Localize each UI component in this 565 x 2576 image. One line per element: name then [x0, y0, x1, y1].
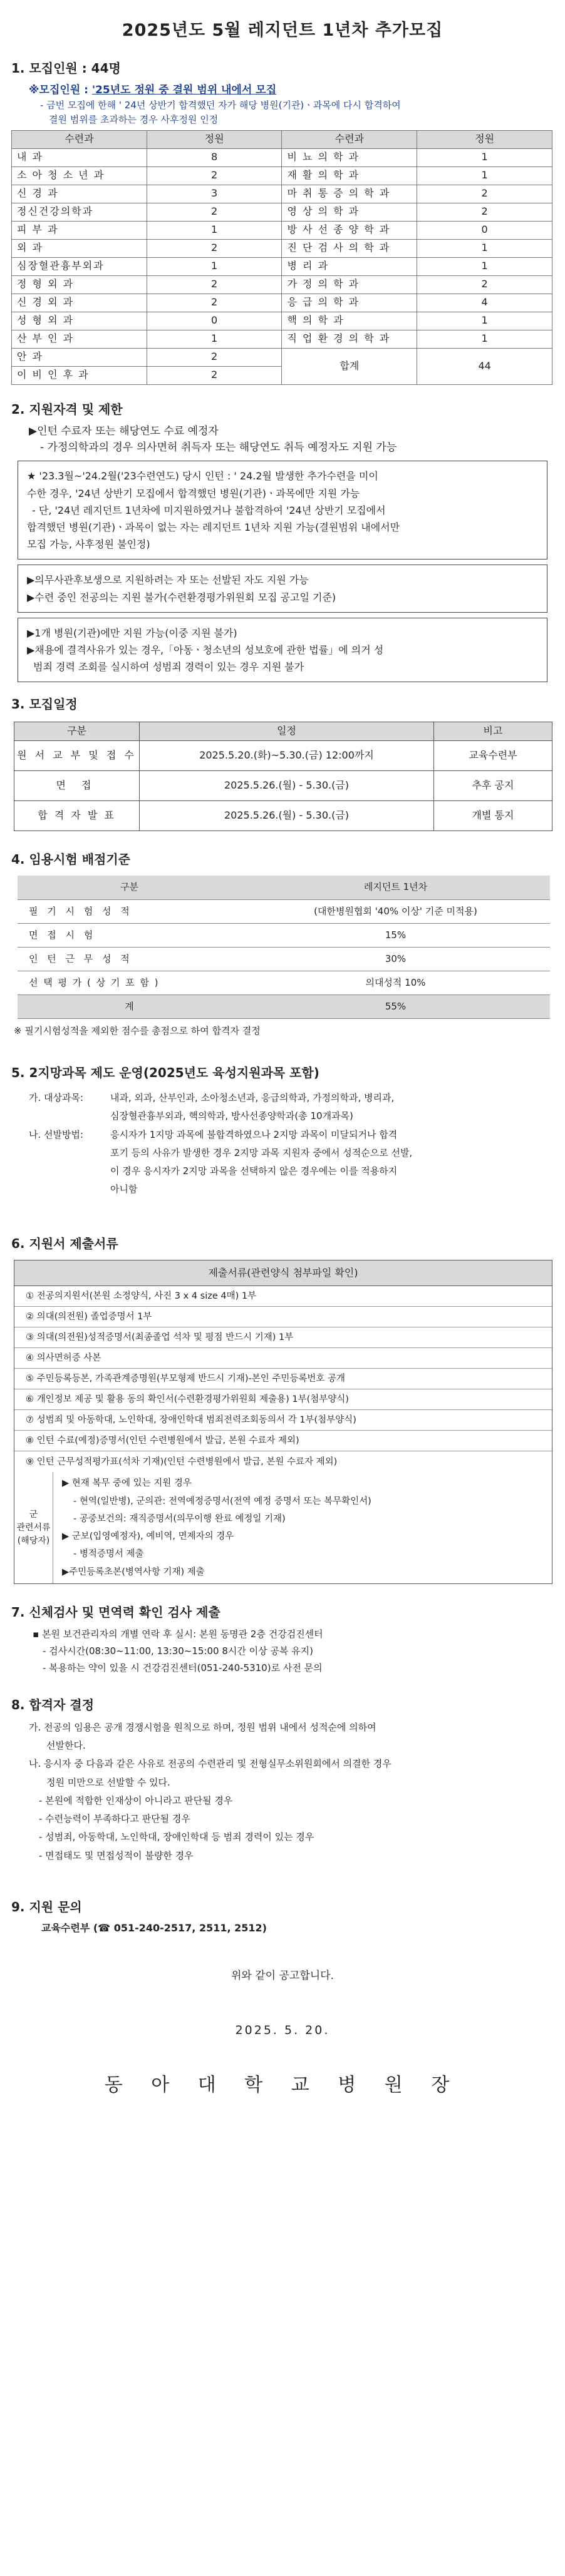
section-recruit-count: [11, 59, 554, 385]
selection-reason: - 수련능력이 부족하다고 판단될 경우: [39, 1813, 190, 1825]
schedule-table: [14, 722, 552, 831]
section-heading: 9. 지원 문의: [11, 1899, 82, 1914]
section-heading: 8. 합격자 결정: [11, 1697, 95, 1712]
schedule-note: 교육수련부: [434, 741, 552, 771]
dept-name: 산 부 인 과: [12, 330, 147, 348]
dept-quota: 2: [147, 203, 282, 221]
section-second-choice: [11, 1063, 554, 1199]
target-label: 가. 대상과목:: [29, 1092, 84, 1103]
total-label: 계: [18, 994, 241, 1018]
quota-table: [11, 130, 552, 385]
dept-quota: 2: [147, 348, 282, 366]
schedule-label: 원 서 교 부 및 접 수: [14, 741, 140, 771]
box-line: ▶1개 병원(기관)에만 지원 가능(이중 지원 불가): [27, 626, 237, 639]
document-item: ④ 의사면허증 사본: [14, 1348, 552, 1369]
table-row: [14, 771, 552, 801]
col-header: 비고: [434, 722, 552, 741]
target-text: 내과, 외과, 산부인과, 소아청소년과, 응급의학과, 가정의학과, 병리과,: [110, 1092, 395, 1103]
health-line: - 검사시간(08:30~11:00, 13:30~15:00 8시간 이상 공복 유지): [43, 1645, 313, 1657]
method-text: 응시자가 1지망 과목에 불합격하였으나 2지망 과목이 미달되거나 합격: [110, 1128, 398, 1140]
total-value: 44: [417, 348, 552, 384]
second-choice-body: [11, 1089, 554, 1199]
phone-icon: (☎: [93, 1921, 111, 1934]
dept-name: 영 상 의 학 과: [282, 203, 417, 221]
schedule-date: 2025.5.20.(화)~5.30.(금) 12:00까지: [140, 741, 434, 771]
col-header: 일정: [140, 722, 434, 741]
dept-quota: 1: [417, 312, 552, 330]
section-heading: 7. 신체검사 및 면역력 확인 검사 제출: [11, 1604, 220, 1620]
section-health-check: [11, 1603, 554, 1677]
quota-note: [11, 82, 554, 98]
criterion-label: 필 기 시 험 성 적: [18, 899, 241, 923]
section-schedule: [11, 695, 554, 831]
dept-quota: 1: [147, 330, 282, 348]
dept-name: 내 과: [12, 148, 147, 166]
side-label: 관련서류: [16, 1522, 51, 1533]
schedule-note: 추후 공지: [434, 771, 552, 801]
dept-name: 핵 의 학 과: [282, 312, 417, 330]
document-item: ⑥ 개인정보 제공 및 활용 동의 확인서(수련환경평가위원회 제출용) 1부(첨부양식): [14, 1389, 552, 1410]
selection-reason: - 면접태도 및 면접성적이 불량한 경우: [39, 1849, 194, 1861]
closing-text: 위와 같이 공고합니다.: [231, 1969, 334, 1982]
col-header: 레지던트 1년차: [241, 876, 550, 899]
dept-name: 비 뇨 의 학 과: [282, 148, 417, 166]
section-eligibility: [11, 400, 554, 683]
method-text: 아니함: [110, 1183, 138, 1195]
announcement-date: 2025. 5. 20.: [235, 2023, 330, 2038]
document-item: ⑧ 인턴 수료(예정)증명서(인턴 수련병원에서 발급, 본원 수료자 제외): [14, 1431, 552, 1451]
dept-quota: 1: [147, 221, 282, 239]
dept-name: 진 단 검 사 의 학 과: [282, 239, 417, 257]
box-line: 모집 가능, 사후정원 불인정): [27, 538, 150, 551]
total-label: 합계: [282, 348, 417, 384]
dept-quota: 3: [147, 185, 282, 203]
box-line: - 단, '24년 레지던트 1년차에 미지원하였거나 불합격하여 '24년 상반기 모집에서: [32, 504, 386, 516]
col-header: 정원: [417, 130, 552, 148]
military-docs: [14, 1472, 552, 1583]
selection-line: 정원 미만으로 선발할 수 있다.: [46, 1776, 170, 1788]
dept-name: 신 경 외 과: [12, 294, 147, 312]
box-line: ★ '23.3월~'24.2월('23수련연도) 당시 인턴 : ' 24.2월 발생한 추가수련을 미이: [27, 470, 378, 483]
col-header: 구분: [18, 876, 241, 899]
box-line: 수한 경우, '24년 상반기 모집에서 합격했던 병원(기관)ㆍ과목에만 지원 가능: [27, 487, 360, 499]
table-row: [18, 947, 550, 971]
military-docs-label: [14, 1472, 53, 1583]
schedule-note: 개별 통지: [434, 801, 552, 831]
box-line: 범죄 경력 조회를 실시하여 성범죄 경력이 있는 경우 지원 불가: [33, 661, 304, 673]
side-label: 군: [29, 1509, 38, 1520]
table-row: [12, 221, 552, 239]
box-line: ▶의무사관후보생으로 지원하려는 자 또는 선발된 자도 지원 가능: [27, 574, 309, 586]
criterion-value: 15%: [241, 923, 550, 947]
dept-name: 가 정 의 학 과: [282, 275, 417, 294]
quota-note-label: ※모집인원 :: [29, 83, 88, 96]
table-total-row: [18, 994, 550, 1018]
col-header: 정원: [147, 130, 282, 148]
dept-name: 재 활 의 학 과: [282, 166, 417, 185]
document-item: ② 의대(의전원) 졸업증명서 1부: [14, 1307, 552, 1327]
dept-quota: 2: [417, 275, 552, 294]
box-line: ▶수련 중인 전공의는 지원 불가(수련환경평가위원회 모집 공고일 기준): [27, 591, 336, 603]
table-row: [12, 148, 552, 166]
dept-quota: 4: [417, 294, 552, 312]
table-row: [12, 166, 552, 185]
table-row: [18, 923, 550, 947]
table-row: [12, 312, 552, 330]
list-item: ▶ 군보(입영예정자), 예비역, 면제자의 경우: [62, 1531, 234, 1542]
documents-box-title: 제출서류(관련양식 첨부파일 확인): [14, 1260, 552, 1287]
criterion-value: (대한병원협회 '40% 이상' 기준 미적용): [241, 899, 550, 923]
quota-table-header: [12, 130, 552, 148]
table-row: [12, 203, 552, 221]
military-docs-list: [53, 1472, 552, 1583]
dept-quota: 1: [417, 239, 552, 257]
section-scoring: [11, 850, 554, 1038]
dept-quota: 2: [147, 275, 282, 294]
dept-name: 소 아 청 소 년 과: [12, 166, 147, 185]
dept-quota: 1: [417, 166, 552, 185]
list-item: - 현역(일반병), 군의관: 전역예정증명서(전역 예정 증명서 또는 복무확인서): [73, 1496, 371, 1506]
eligibility-box-2: [18, 565, 547, 612]
section-heading: 6. 지원서 제출서류: [11, 1235, 118, 1251]
contact-label: 교육수련부: [41, 1921, 90, 1934]
section-heading: 5. 2지망과목 제도 운영(2025년도 육성지원과목 포함): [11, 1065, 319, 1080]
dept-quota: 1: [417, 148, 552, 166]
table-row: [12, 275, 552, 294]
eligibility-line: - 가정의학과의 경우 의사면허 취득자 또는 해당연도 취득 예정자도 지원 가능: [40, 441, 397, 454]
dept-name: 병 리 과: [282, 257, 417, 275]
dept-quota: 1: [417, 330, 552, 348]
section-selection: [11, 1695, 554, 1865]
criterion-label: 인 턴 근 무 성 적: [18, 947, 241, 971]
method-text: 포기 등의 사유가 발생한 경우 2지망 과목 지원자 중에서 성적순으로 선발,: [110, 1147, 413, 1158]
section-documents: [11, 1234, 554, 1584]
table-row: [12, 185, 552, 203]
selection-line: 나. 응시자 중 다음과 같은 사유로 전공의 수련관리 및 전형실무소위원회에서 의결한 경우: [29, 1758, 391, 1770]
contact-value: 051-240-2517, 2511, 2512): [113, 1921, 267, 1934]
dept-name: 정신건강의학과: [12, 203, 147, 221]
dept-quota: 1: [417, 257, 552, 275]
section-heading: 2. 지원자격 및 제한: [11, 401, 123, 417]
dept-quota: 2: [147, 294, 282, 312]
scoring-note: ※ 필기시험성적을 제외한 점수를 총점으로 하여 합격자 결정: [14, 1025, 261, 1036]
contact-line: [11, 1921, 554, 1936]
target-text-2: 심장혈관흉부외과, 핵의학과, 방사선종양학과(총 10개과목): [110, 1110, 353, 1122]
quota-sub-note: - 금번 모집에 한해 ' 24년 상반기 합격했던 자가 해당 병원(기관)ㆍ과목에 다시 합격하여: [40, 100, 401, 111]
dept-quota: 0: [417, 221, 552, 239]
dept-name: 안 과: [12, 348, 147, 366]
criterion-label: 선 택 평 가 ( 상 기 포 함 ): [18, 971, 241, 994]
scoring-table: [18, 876, 550, 1019]
section-heading: 3. 모집일정: [11, 697, 78, 712]
eligibility-box-3: [18, 618, 547, 683]
table-row: [18, 899, 550, 923]
col-header: 수련과: [12, 130, 147, 148]
issuer-name: 동 아 대 학 교 병 원 장: [104, 2074, 461, 2097]
selection-reason: - 본원에 적합한 인재상이 아니라고 판단될 경우: [39, 1794, 233, 1806]
criterion-value: 30%: [241, 947, 550, 971]
table-row: [18, 971, 550, 994]
selection-reason: - 성범죄, 아동학대, 노인학대, 장애인학대 등 범죄 경력이 있는 경우: [39, 1831, 314, 1843]
dept-quota: 8: [147, 148, 282, 166]
document-item: ⑨ 인턴 근무성적평가표(석차 기재)(인턴 수련병원에서 발급, 본원 수료자 제외): [26, 1456, 338, 1467]
box-line: ▶채용에 결격사유가 있는 경우,「아동ㆍ청소년의 성보호에 관한 법률」에 의거 성: [27, 643, 384, 656]
selection-line: 가. 전공의 임용은 공개 경쟁시험을 원칙으로 하며, 정원 범위 내에서 성적순에 의하여: [29, 1721, 376, 1733]
dept-name: 응 급 의 학 과: [282, 294, 417, 312]
document-item: ① 전공의지원서(본원 소정양식, 사진 3 x 4 size 4매) 1부: [14, 1286, 552, 1307]
list-item: ▶주민등록초본(병역사항 기재) 제출: [62, 1567, 205, 1577]
criterion-label: 면 접 시 험: [18, 923, 241, 947]
document-item: ③ 의대(의전원)성적증명서(최종졸업 석차 및 평점 반드시 기재) 1부: [14, 1327, 552, 1348]
total-value: 55%: [241, 994, 550, 1018]
table-row: [12, 294, 552, 312]
dept-quota: 2: [147, 366, 282, 384]
table-row: [12, 348, 552, 366]
method-text: 이 경우 응시자가 2지망 과목을 선택하지 않은 경우에는 이를 적용하지: [110, 1165, 398, 1177]
dept-quota: 2: [417, 185, 552, 203]
quota-sub-note-2: 결원 범위를 초과하는 경우 사후정원 인정: [49, 114, 219, 126]
table-row: [14, 741, 552, 771]
document-title: 2025년도 5월 레지던트 1년차 추가모집: [122, 21, 443, 40]
dept-name: 외 과: [12, 239, 147, 257]
dept-quota: 2: [147, 166, 282, 185]
selection-method: [29, 1126, 554, 1144]
list-item: ▶ 현재 복무 중에 있는 지원 경우: [62, 1478, 192, 1489]
dept-quota: 1: [147, 257, 282, 275]
method-label: 나. 선발방법:: [29, 1128, 84, 1140]
target-subjects: [29, 1089, 554, 1107]
dept-name: 마 취 통 증 의 학 과: [282, 185, 417, 203]
quota-note-text: '25년도 정원 중 결원 범위 내에서 모집: [91, 83, 277, 96]
dept-name: 성 형 외 과: [12, 312, 147, 330]
dept-quota: 2: [147, 239, 282, 257]
dept-name: 이 비 인 후 과: [12, 366, 147, 384]
section-contact: [11, 1898, 554, 1936]
table-row: [12, 239, 552, 257]
document-item: ⑦ 성범죄 및 아동학대, 노인학대, 장애인학대 범죄전력조회동의서 각 1부(첨부양식): [14, 1410, 552, 1431]
box-line: 합격했던 병원(기관)ㆍ과목이 없는 자는 레지던트 1년차 지원 가능(결원범위 내에서만: [27, 521, 400, 533]
criterion-value: 의대성적 10%: [241, 971, 550, 994]
schedule-date: 2025.5.26.(월) - 5.30.(금): [140, 801, 434, 831]
table-row: [12, 257, 552, 275]
dept-name: 직 업 환 경 의 학 과: [282, 330, 417, 348]
schedule-label: 면 접: [14, 771, 140, 801]
documents-box: [14, 1260, 552, 1584]
section-heading: 4. 임용시험 배점기준: [11, 852, 130, 867]
schedule-date: 2025.5.26.(월) - 5.30.(금): [140, 771, 434, 801]
col-header: 수련과: [282, 130, 417, 148]
dept-name: 신 경 과: [12, 185, 147, 203]
selection-line: 선발한다.: [46, 1740, 86, 1752]
eligibility-line: ▶인턴 수료자 또는 해당연도 수료 예정자: [29, 424, 219, 437]
dept-quota: 2: [417, 203, 552, 221]
dept-name: 정 형 외 과: [12, 275, 147, 294]
dept-name: 피 부 과: [12, 221, 147, 239]
health-line: - 복용하는 약이 있을 시 건강검진센터(051-240-5310)로 사전 문의: [43, 1662, 323, 1674]
health-line: ▪ 본원 보건관리자의 개별 연락 후 실시: 본원 동명관 2층 건강검진센터: [33, 1628, 323, 1640]
dept-quota: 0: [147, 312, 282, 330]
eligibility-box-1: [18, 461, 547, 560]
dept-name: 심장혈관흉부외과: [12, 257, 147, 275]
section-heading: 1. 모집인원 : 44명: [11, 60, 121, 76]
table-row: [12, 330, 552, 348]
table-row: [14, 801, 552, 831]
side-label: (해당자): [17, 1535, 50, 1546]
document-item: ⑤ 주민등록등본, 가족관계증명원(부모형제 반드시 기재)-본인 주민등록번호 공개: [14, 1369, 552, 1389]
dept-name: 방 사 선 종 양 학 과: [282, 221, 417, 239]
col-header: 구분: [14, 722, 140, 741]
list-item: - 병적증명서 제출: [73, 1549, 144, 1560]
list-item: - 공중보건의: 재직증명서(의무이행 완료 예정일 기재): [73, 1513, 286, 1524]
schedule-label: 합 격 자 발 표: [14, 801, 140, 831]
